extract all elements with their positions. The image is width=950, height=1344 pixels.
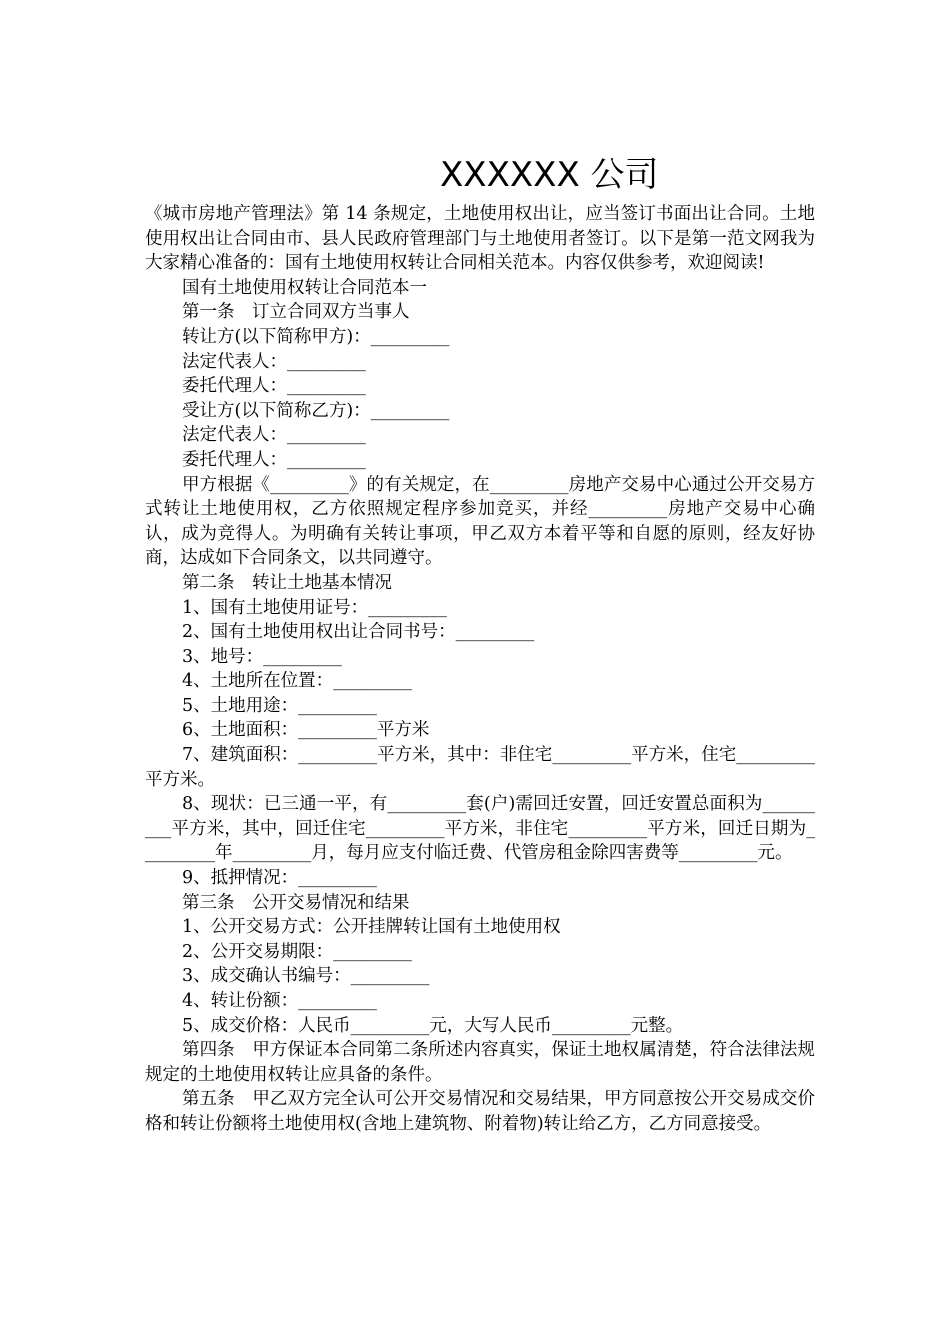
document-paragraph: 法定代表人：_________ [182,425,366,446]
document-paragraph: 法定代表人：_________ [182,351,366,372]
document-paragraph: 委托代理人：_________ [182,449,366,470]
document-paragraph: 3、地号：_________ [182,646,342,667]
document-paragraph: 第四条 甲方保证本合同第二条所述内容真实，保证土地权属清楚，符合法律法规规定的土地使用权转让应具备的条件。 [145,1040,815,1085]
document-paragraph: 7、建筑面积：_________平方米，其中：非住宅_________平方米，住宅_________平方米。 [145,745,815,790]
document-paragraph: 第一条 订立合同双方当事人 [182,302,410,323]
document-paragraph: 5、成交价格：人民币_________元，大写人民币_________元整。 [182,1015,684,1036]
document-paragraph: 4、土地所在位置：_________ [182,671,412,692]
document-paragraph: 3、成交确认书编号：_________ [182,966,430,987]
document-paragraph: 受让方(以下简称乙方)：_________ [182,400,450,421]
document-paragraph: 转让方(以下简称甲方)：_________ [182,326,450,347]
document-paragraph: 国有土地使用权转让合同范本一 [182,277,427,298]
document-paragraph: 第三条 公开交易情况和结果 [182,892,410,913]
document-paragraph: 6、土地面积：_________平方米 [182,720,430,741]
document-paragraph: 2、公开交易期限：_________ [182,941,412,962]
document-paragraph: 9、抵押情况：_________ [182,868,377,889]
document-paragraph: 2、国有土地使用权出让合同书号：_________ [182,622,535,643]
document-paragraph: 4、转让份额：_________ [182,991,377,1011]
document-paragraph: 委托代理人：_________ [182,376,366,397]
document-paragraph: 第五条 甲乙双方完全认可公开交易情况和交易结果，甲方同意按公开交易成交价格和转让份额将土地使用权(含地上建筑物、附着物)转让给乙方，乙方同意接受。 [145,1089,815,1134]
document-paragraph: 甲方根据《_________》的有关规定，在_________房地产交易中心通过公开交易方式转让土地使用权，乙方依照规定程序参加竞买，并经_________房地产交易中心确认，成为竞得人。为明确有关转让事项，甲乙双方本着平等和自愿的原则，经友好协商，达成如下合同条文，以共同遵守。 [145,474,815,569]
document-paragraph: 第二条 转让土地基本情况 [182,572,392,593]
document-paragraph: 1、国有土地使用证号：_________ [182,597,447,618]
document-body [145,202,815,1137]
document-paragraph: 1、公开交易方式：公开挂牌转让国有土地使用权 [182,917,561,938]
document-paragraph: 5、土地用途：_________ [182,695,377,716]
document-paragraph: 8、现状：已三通一平，有_________套(户)需回迁安置，回迁安置总面积为_________平方米，其中，回迁住宅_________平方米，非住宅_________平方米，回迁日期为_________年_________月，每月应支付临迁费、代管房租金除四害费等_________元。 [145,794,815,864]
document-paragraph: 《城市房地产管理法》第 14 条规定，土地使用权出让，应当签订书面出让合同。土地使用权出让合同由市、县人民政府管理部门与土地使用者签订。以下是第一范文网我为大家精心准备的：国有土地使用权转让合同相关范本。内容仅供参考，欢迎阅读! [145,204,815,274]
document-title: XXXXXX 公司 [440,155,659,195]
